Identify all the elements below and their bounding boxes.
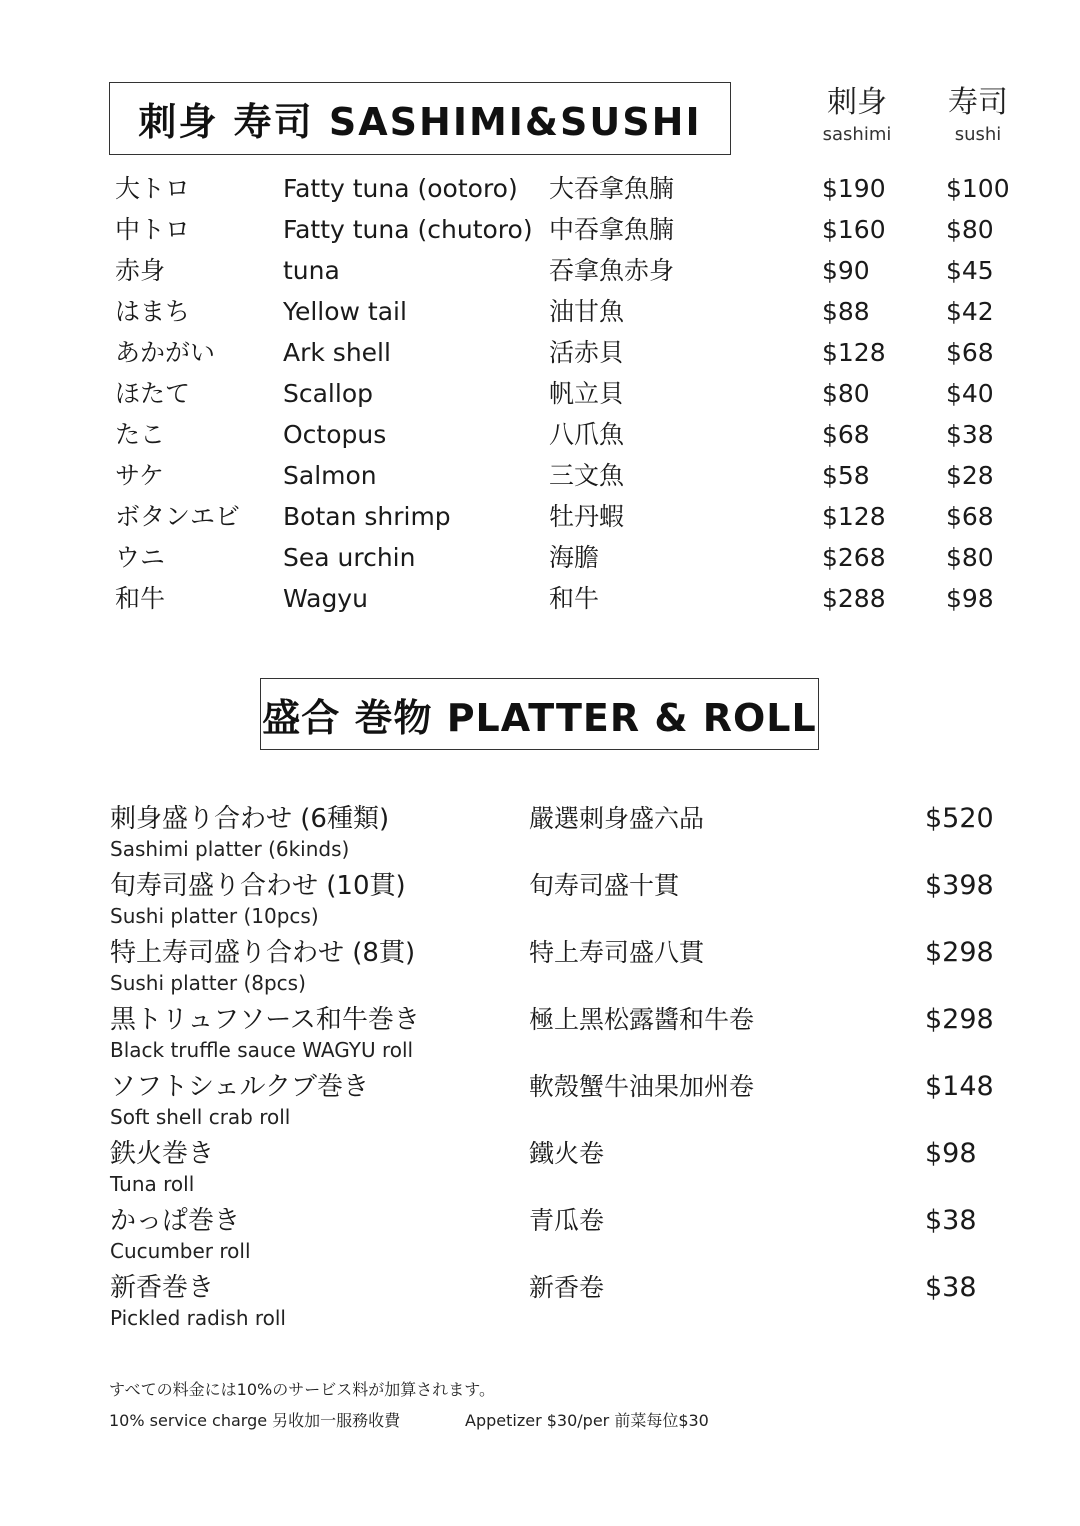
item-name-zh: 特上寿司盛八貫 (529, 938, 705, 967)
service-charge-note: 10% service charge 另收加一服務收費 (109, 1411, 401, 1430)
sashimi-column-header (806, 84, 908, 148)
sashimi-price: $128 (822, 502, 886, 531)
item-name-en: Octopus (283, 420, 387, 449)
item-name-jp: 鉄火巻き (110, 1139, 215, 1169)
item-name-zh: 中吞拿魚腩 (549, 215, 675, 244)
sushi-price: $100 (946, 174, 1010, 203)
sushi-price: $68 (946, 338, 994, 367)
sushi-column-header (928, 84, 1028, 148)
platter-roll-title: 盛合 巻物 PLATTER & ROLL (260, 678, 819, 750)
menu-row (0, 496, 1080, 537)
menu-row (0, 291, 1080, 332)
sashimi-sushi-title: 刺身 寿司 SASHIMI&SUSHI (109, 82, 731, 155)
sushi-price: $80 (946, 543, 994, 572)
sushi-price: $68 (946, 502, 994, 531)
menu-row (0, 209, 1080, 250)
menu-row (0, 373, 1080, 414)
item-name-en: Salmon (283, 461, 377, 490)
item-name-jp: 黒トリュフソース和牛巻き (110, 1005, 420, 1035)
item-name-en: Sushi platter (10pcs) (110, 904, 319, 928)
menu-row (0, 168, 1080, 209)
sushi-price: $40 (946, 379, 994, 408)
sashimi-price: $288 (822, 584, 886, 613)
item-name-jp: あかがい (115, 338, 216, 367)
item-name-en: Fatty tuna (chutoro) (283, 215, 533, 244)
sashimi-column-en: sashimi (822, 124, 892, 145)
menu-row (0, 537, 1080, 578)
item-name-zh: 青瓜卷 (529, 1206, 605, 1235)
item-name-jp: 和牛 (115, 584, 166, 613)
item-name-jp: サケ (115, 461, 165, 490)
item-name-en: Tuna roll (110, 1172, 195, 1196)
menu-row (0, 578, 1080, 619)
sushi-column-en: sushi (954, 124, 1002, 145)
appetizer-note: Appetizer $30/per 前菜每位$30 (465, 1411, 709, 1430)
menu-row (0, 802, 1080, 869)
sashimi-price: $68 (822, 420, 870, 449)
item-name-en: Fatty tuna (ootoro) (283, 174, 518, 203)
item-name-en: Soft shell crab roll (110, 1105, 291, 1129)
item-name-zh: 海膽 (549, 543, 600, 572)
item-price: $298 (925, 1004, 994, 1035)
sushi-price: $42 (946, 297, 994, 326)
item-name-zh: 和牛 (549, 584, 600, 613)
item-price: $38 (925, 1272, 977, 1303)
item-name-zh: 鐵火卷 (529, 1139, 605, 1168)
sushi-price: $38 (946, 420, 994, 449)
item-name-jp: 刺身盛り合わせ (6種類) (110, 804, 390, 834)
sashimi-price: $90 (822, 256, 870, 285)
item-name-en: Yellow tail (283, 297, 407, 326)
item-name-zh: 嚴選刺身盛六品 (529, 804, 705, 833)
item-price: $398 (925, 870, 994, 901)
sushi-column-jp: 寿司 (948, 85, 1008, 120)
item-name-zh: 大吞拿魚腩 (549, 174, 675, 203)
item-name-zh: 油甘魚 (549, 297, 625, 326)
item-name-zh: 牡丹蝦 (549, 502, 625, 531)
item-name-jp: 特上寿司盛り合わせ (8貫) (110, 938, 416, 968)
sushi-price: $45 (946, 256, 994, 285)
item-name-zh: 八爪魚 (549, 420, 625, 449)
item-price: $298 (925, 937, 994, 968)
item-name-zh: 新香卷 (529, 1273, 605, 1302)
item-price: $98 (925, 1138, 977, 1169)
item-name-jp: ソフトシェルクブ巻き (110, 1072, 369, 1102)
item-name-en: Wagyu (283, 584, 368, 613)
item-name-zh: 軟殼蟹牛油果加州卷 (529, 1072, 755, 1101)
sashimi-price: $58 (822, 461, 870, 490)
menu-row (0, 455, 1080, 496)
item-name-en: Ark shell (283, 338, 391, 367)
item-name-en: Sushi platter (8pcs) (110, 971, 306, 995)
menu-row (0, 1137, 1080, 1204)
item-name-zh: 吞拿魚赤身 (549, 256, 675, 285)
item-price: $520 (925, 803, 994, 834)
item-name-zh: 旬寿司盛十貫 (529, 871, 680, 900)
sashimi-price: $160 (822, 215, 886, 244)
sashimi-price: $268 (822, 543, 886, 572)
sushi-price: $80 (946, 215, 994, 244)
item-name-en: Black truffle sauce WAGYU roll (110, 1038, 414, 1062)
item-name-en: Sashimi platter (6kinds) (110, 837, 350, 861)
sashimi-price: $80 (822, 379, 870, 408)
menu-row (0, 1204, 1080, 1271)
sushi-price: $98 (946, 584, 994, 613)
item-name-jp: かっぱ巻き (110, 1206, 241, 1236)
menu-row (0, 332, 1080, 373)
item-name-en: Pickled radish roll (110, 1306, 286, 1330)
item-name-zh: 三文魚 (549, 461, 625, 490)
service-charge-note-jp: すべての料金には10%のサービス料が加算されます。 (109, 1380, 495, 1399)
menu-row (0, 414, 1080, 455)
menu-row (0, 936, 1080, 1003)
item-name-zh: 極上黑松露醬和牛卷 (529, 1005, 755, 1034)
sushi-price: $28 (946, 461, 994, 490)
item-name-zh: 帆立貝 (549, 379, 625, 408)
item-name-jp: 赤身 (115, 256, 166, 285)
item-name-zh: 活赤貝 (549, 338, 625, 367)
menu-row (0, 869, 1080, 936)
menu-row (0, 1003, 1080, 1070)
menu-row (0, 1070, 1080, 1137)
item-name-jp: 旬寿司盛り合わせ (10貫) (110, 871, 406, 901)
menu-row (0, 250, 1080, 291)
item-name-en: Sea urchin (283, 543, 416, 572)
sashimi-price: $190 (822, 174, 886, 203)
menu-row (0, 1271, 1080, 1338)
item-name-en: Scallop (283, 379, 373, 408)
item-name-jp: ほたて (115, 379, 191, 408)
sashimi-price: $88 (822, 297, 870, 326)
item-name-en: Botan shrimp (283, 502, 451, 531)
item-name-jp: 大トロ (115, 174, 191, 203)
item-name-jp: はまち (115, 297, 191, 326)
item-name-jp: 中トロ (115, 215, 191, 244)
item-name-jp: 新香巻き (110, 1273, 215, 1303)
item-price: $38 (925, 1205, 977, 1236)
sashimi-column-jp: 刺身 (827, 85, 887, 120)
item-name-jp: ウニ (115, 543, 166, 572)
item-name-en: Cucumber roll (110, 1239, 251, 1263)
item-price: $148 (925, 1071, 994, 1102)
item-name-en: tuna (283, 256, 340, 285)
item-name-jp: たこ (115, 420, 166, 449)
item-name-jp: ボタンエビ (115, 502, 241, 531)
sashimi-price: $128 (822, 338, 886, 367)
